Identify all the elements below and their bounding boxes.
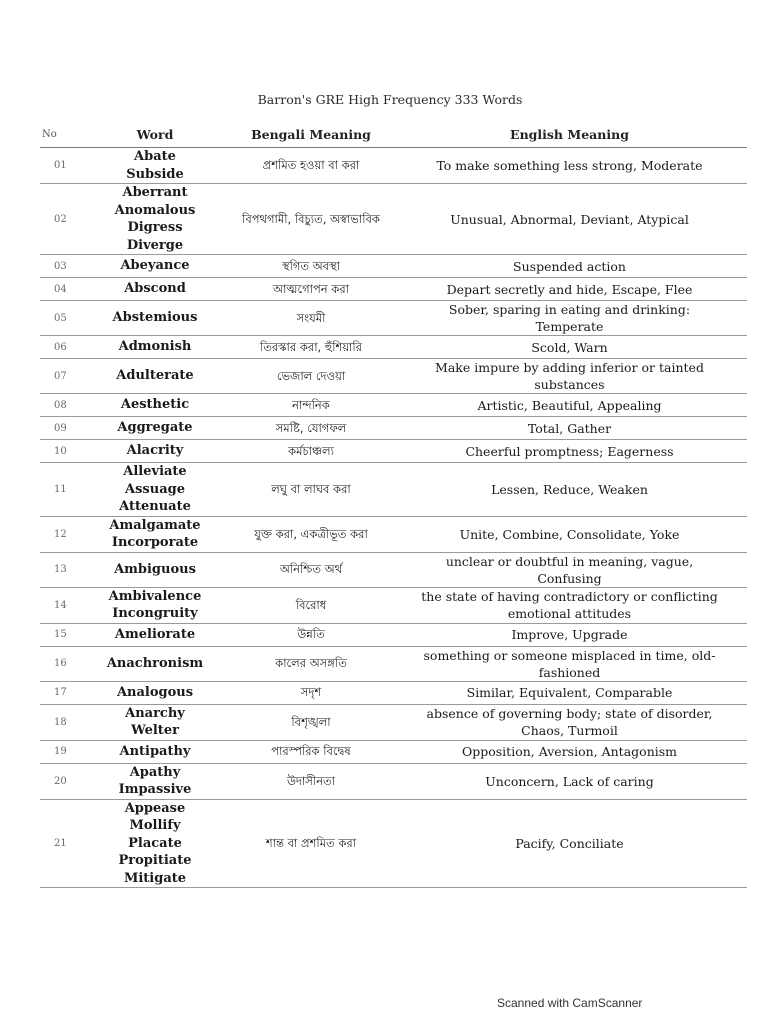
table-row xyxy=(40,552,747,587)
english-meaning-line: Confusing xyxy=(537,570,602,586)
vocab-word: Subside xyxy=(126,166,184,182)
row-number: 15 xyxy=(40,623,80,646)
row-number: 01 xyxy=(40,148,80,184)
bengali-meaning: শান্ত বা প্রশমিত করা xyxy=(230,799,392,888)
row-number: 21 xyxy=(40,799,80,888)
word-cell xyxy=(80,184,230,255)
english-meaning-cell xyxy=(392,394,747,417)
vocab-word: Digress xyxy=(127,220,183,235)
row-number: 11 xyxy=(40,463,80,517)
english-meaning-cell xyxy=(392,681,747,704)
vocab-word: Anarchy xyxy=(125,705,185,721)
english-meaning-cell xyxy=(392,516,747,552)
table-row xyxy=(40,799,747,888)
vocab-word: Apathy xyxy=(129,764,181,780)
row-number: 04 xyxy=(40,278,80,301)
bengali-meaning: কালের অসঙ্গতি xyxy=(230,646,392,681)
row-number: 20 xyxy=(40,763,80,799)
table-row xyxy=(40,516,747,552)
bengali-meaning: সদৃশ xyxy=(230,681,392,704)
vocab-word: Anachronism xyxy=(106,655,204,671)
word-cell xyxy=(80,255,230,278)
bengali-meaning: স্থগিত অবস্থা xyxy=(230,255,392,278)
row-number: 10 xyxy=(40,440,80,463)
word-cell xyxy=(80,552,230,587)
table-row xyxy=(40,763,747,799)
vocab-word: Placate xyxy=(128,835,182,851)
table-row xyxy=(40,278,747,301)
english-meaning-line: Similar, Equivalent, Comparable xyxy=(466,685,673,700)
english-meaning-line: absence of governing body; state of disorder, xyxy=(426,706,713,721)
english-meaning-line: the state of having contradictory or conflicting xyxy=(421,589,718,604)
english-meaning-line: Total, Gather xyxy=(527,420,612,436)
vocab-word: Appease xyxy=(124,800,186,816)
english-meaning-line: substances xyxy=(534,377,605,392)
word-cell xyxy=(80,587,230,623)
word-cell xyxy=(80,681,230,704)
english-meaning-line: fashioned xyxy=(538,664,601,680)
row-number: 12 xyxy=(40,516,80,552)
english-meaning-line: Temperate xyxy=(535,319,604,334)
english-meaning-cell xyxy=(392,646,747,681)
bengali-meaning: লঘু বা লাঘব করা xyxy=(230,463,392,517)
english-meaning-cell xyxy=(392,704,747,740)
row-number: 16 xyxy=(40,646,80,681)
english-meaning-line: Suspended action xyxy=(513,258,626,274)
vocab-word: Propitiate xyxy=(118,853,192,868)
word-cell xyxy=(80,463,230,517)
vocab-word: Ameliorate xyxy=(114,626,196,642)
vocab-word: Aesthetic xyxy=(120,397,190,413)
english-meaning-line: Improve, Upgrade xyxy=(511,627,628,642)
word-cell xyxy=(80,704,230,740)
table-row xyxy=(40,681,747,704)
table-row xyxy=(40,587,747,623)
row-number: 13 xyxy=(40,552,80,587)
english-meaning-cell xyxy=(392,799,747,888)
bengali-meaning: বিশৃঙ্খলা xyxy=(230,704,392,740)
english-meaning-line: Scold, Warn xyxy=(531,339,608,355)
word-cell xyxy=(80,148,230,184)
english-meaning-line: unclear or doubtful in meaning, vague, xyxy=(445,553,694,569)
table-row xyxy=(40,359,747,394)
table-row xyxy=(40,394,747,417)
table-row xyxy=(40,255,747,278)
bengali-meaning: আত্মগোপন করা xyxy=(230,278,392,301)
vocab-word: Impassive xyxy=(118,782,192,797)
vocab-word: Assuage xyxy=(125,481,185,497)
bengali-meaning: নান্দনিক xyxy=(230,394,392,417)
word-cell xyxy=(80,516,230,552)
bengali-meaning: উদাসীনতা xyxy=(230,763,392,799)
vocab-word: Mitigate xyxy=(123,870,187,886)
table-row xyxy=(40,623,747,646)
camscanner-watermark: Scanned with CamScanner xyxy=(497,996,643,1010)
header-no: No xyxy=(40,122,80,148)
english-meaning-cell xyxy=(392,440,747,463)
table-row xyxy=(40,336,747,359)
english-meaning-cell xyxy=(392,148,747,184)
header-word: Word xyxy=(80,122,230,148)
vocab-word: Anomalous xyxy=(114,202,196,218)
english-meaning-line: Unite, Combine, Consolidate, Yoke xyxy=(459,526,680,542)
english-meaning-line: To make something less strong, Moderate xyxy=(436,158,703,173)
vocab-word: Welter xyxy=(131,723,179,738)
vocab-word: Ambiguous xyxy=(114,561,196,577)
english-meaning-cell xyxy=(392,740,747,763)
word-cell xyxy=(80,417,230,440)
table-header-row xyxy=(40,122,747,148)
word-cell xyxy=(80,740,230,763)
row-number: 03 xyxy=(40,255,80,278)
english-meaning-line: Lessen, Reduce, Weaken xyxy=(491,481,648,497)
word-cell xyxy=(80,394,230,417)
row-number: 14 xyxy=(40,587,80,623)
vocab-word: Alacrity xyxy=(126,443,184,459)
english-meaning-line: Make impure by adding inferior or tainted xyxy=(435,360,704,375)
vocab-word: Diverge xyxy=(126,237,184,253)
vocab-word: Incorporate xyxy=(111,535,199,550)
word-cell xyxy=(80,278,230,301)
english-meaning-line: Chaos, Turmoil xyxy=(521,723,618,738)
row-number: 19 xyxy=(40,740,80,763)
english-meaning-line: Opposition, Aversion, Antagonism xyxy=(461,744,678,759)
bengali-meaning: ভেজাল দেওয়া xyxy=(230,359,392,394)
bengali-meaning: তিরস্কার করা, হুঁশিয়ারি xyxy=(230,336,392,359)
bengali-meaning: অনিশ্চিত অর্থ xyxy=(230,552,392,587)
table-row xyxy=(40,704,747,740)
vocab-word: Attenuate xyxy=(119,499,191,514)
table-row xyxy=(40,740,747,763)
row-number: 08 xyxy=(40,394,80,417)
vocab-word: Abstemious xyxy=(112,310,198,326)
header-english-meaning: English Meaning xyxy=(392,122,747,148)
word-cell xyxy=(80,623,230,646)
vocab-word: Ambivalence xyxy=(108,588,202,604)
header-bengali-meaning: Bengali Meaning xyxy=(230,122,392,148)
vocab-word: Abate xyxy=(134,149,176,164)
table-body xyxy=(40,148,747,888)
table-row xyxy=(40,417,747,440)
bengali-meaning: উন্নতি xyxy=(230,623,392,646)
vocab-word: Aggregate xyxy=(117,420,193,436)
english-meaning-cell xyxy=(392,278,747,301)
english-meaning-line: Artistic, Beautiful, Appealing xyxy=(477,397,662,413)
vocab-word: Abeyance xyxy=(120,258,190,274)
bengali-meaning: বিরোধ xyxy=(230,587,392,623)
bengali-meaning: সংযমী xyxy=(230,301,392,336)
english-meaning-cell xyxy=(392,552,747,587)
bengali-meaning: সমষ্টি, যোগফল xyxy=(230,417,392,440)
vocab-word: Adulterate xyxy=(116,368,194,384)
english-meaning-cell xyxy=(392,623,747,646)
english-meaning-cell xyxy=(392,184,747,255)
english-meaning-cell xyxy=(392,359,747,394)
bengali-meaning: যুক্ত করা, একত্রীভূত করা xyxy=(230,516,392,552)
vocab-word: Admonish xyxy=(118,339,192,355)
english-meaning-line: something or someone misplaced in time, old- xyxy=(423,647,716,663)
row-number: 06 xyxy=(40,336,80,359)
page-title: Barron's GRE High Frequency 333 Words xyxy=(257,92,523,107)
table-row xyxy=(40,301,747,336)
row-number: 17 xyxy=(40,681,80,704)
row-number: 09 xyxy=(40,417,80,440)
english-meaning-cell xyxy=(392,587,747,623)
vocab-word: Incongruity xyxy=(112,606,198,621)
vocab-word: Amalgamate xyxy=(109,517,201,533)
word-cell xyxy=(80,799,230,888)
bengali-meaning: পারস্পরিক বিদ্বেষ xyxy=(230,740,392,763)
vocab-word: Abscond xyxy=(124,281,186,297)
row-number: 02 xyxy=(40,184,80,255)
english-meaning-line: Unconcern, Lack of caring xyxy=(485,773,654,789)
vocabulary-table xyxy=(40,122,747,888)
vocab-word: Antipathy xyxy=(119,743,191,759)
bengali-meaning: বিপথগামী, বিচ্যুত, অস্বাভাবিক xyxy=(230,184,392,255)
word-cell xyxy=(80,763,230,799)
table-row xyxy=(40,646,747,681)
table-row xyxy=(40,463,747,517)
word-cell xyxy=(80,301,230,336)
table-row xyxy=(40,440,747,463)
vocab-word: Mollify xyxy=(129,818,181,833)
word-cell xyxy=(80,359,230,394)
english-meaning-cell xyxy=(392,763,747,799)
english-meaning-line: emotional attitudes xyxy=(507,606,632,621)
english-meaning-line: Pacify, Conciliate xyxy=(515,835,624,851)
english-meaning-line: Unusual, Abnormal, Deviant, Atypical xyxy=(450,211,689,227)
word-cell xyxy=(80,646,230,681)
english-meaning-line: Cheerful promptness; Eagerness xyxy=(465,443,674,459)
english-meaning-cell xyxy=(392,255,747,278)
vocab-word: Aberrant xyxy=(122,185,188,200)
table-row xyxy=(40,184,747,255)
row-number: 05 xyxy=(40,301,80,336)
english-meaning-line: Sober, sparing in eating and drinking: xyxy=(448,302,691,317)
english-meaning-cell xyxy=(392,336,747,359)
english-meaning-cell xyxy=(392,417,747,440)
english-meaning-cell xyxy=(392,301,747,336)
vocab-word: Alleviate xyxy=(123,464,187,479)
bengali-meaning: প্রশমিত হওয়া বা করা xyxy=(230,148,392,184)
word-cell xyxy=(80,440,230,463)
row-number: 07 xyxy=(40,359,80,394)
vocab-word: Analogous xyxy=(116,684,194,700)
english-meaning-line: Depart secretly and hide, Escape, Flee xyxy=(446,281,693,297)
row-number: 18 xyxy=(40,704,80,740)
bengali-meaning: কর্মচাঞ্চল্য xyxy=(230,440,392,463)
word-cell xyxy=(80,336,230,359)
table-row xyxy=(40,148,747,184)
english-meaning-cell xyxy=(392,463,747,517)
